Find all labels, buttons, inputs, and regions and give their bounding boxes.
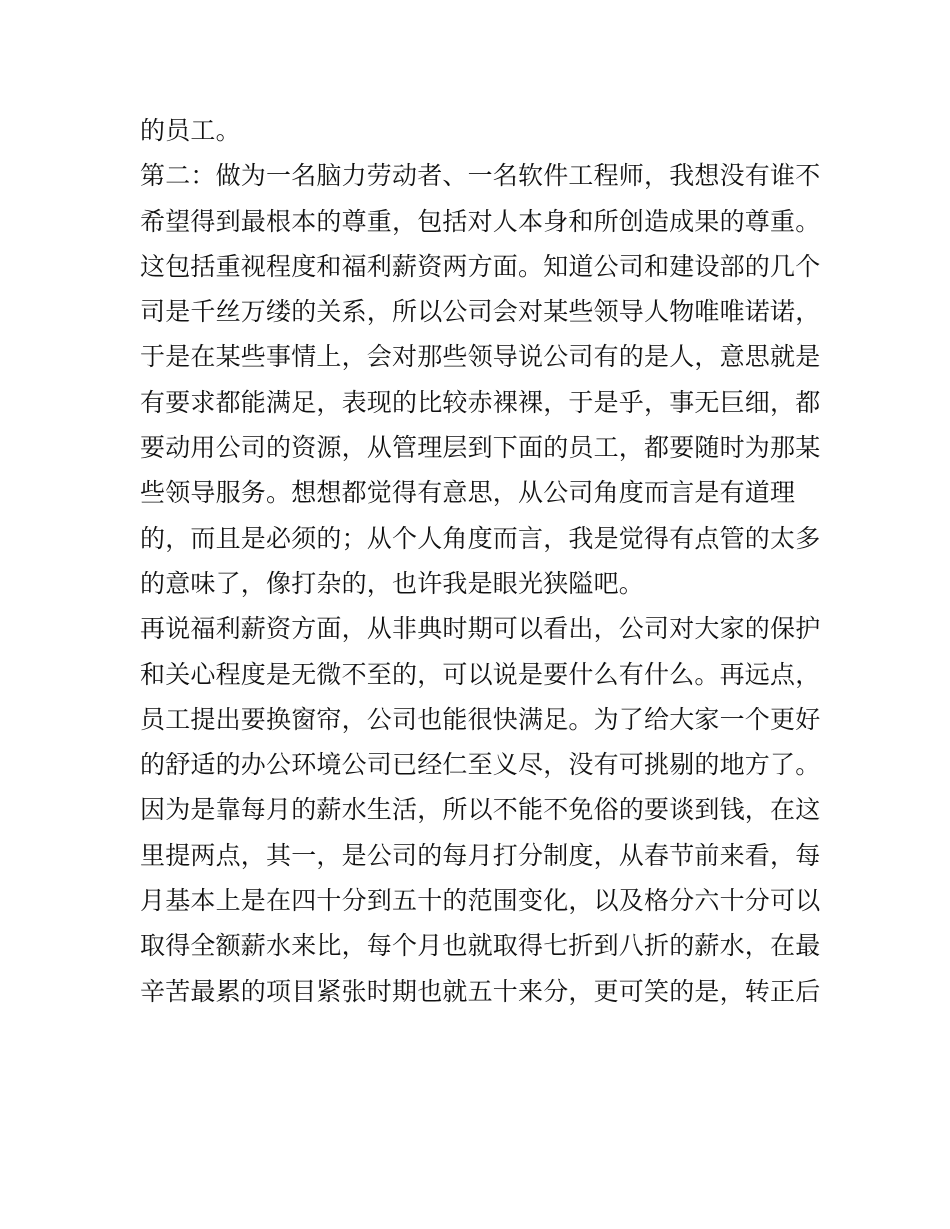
text-line: 希望得到最根本的尊重，包括对人本身和所创造成果的尊重。 <box>140 206 820 236</box>
text-line: 于是在某些事情上，会对那些领导说公司有的是人，意思就是 <box>140 342 820 372</box>
text-line: 再说福利薪资方面，从非典时期可以看出，公司对大家的保护 <box>140 614 820 644</box>
text-line: 和关心程度是无微不至的，可以说是要什么有什么。再远点， <box>140 659 820 689</box>
text-line: 取得全额薪水来比，每个月也就取得七折到八折的薪水，在最 <box>140 931 820 961</box>
text-line: 因为是靠每月的薪水生活，所以不能不免俗的要谈到钱，在这 <box>140 795 820 825</box>
text-line: 员工提出要换窗帘，公司也能很快满足。为了给大家一个更好 <box>140 704 820 734</box>
text-line: 的舒适的办公环境公司已经仁至义尽，没有可挑剔的地方了。 <box>140 750 820 780</box>
text-line: 有要求都能满足，表现的比较赤裸裸，于是乎，事无巨细，都 <box>140 387 820 417</box>
text-line: 里提两点，其一，是公司的每月打分制度，从春节前来看，每 <box>140 840 820 870</box>
text-line: 的意味了，像打杂的，也许我是眼光狭隘吧。 <box>140 568 645 598</box>
text-line: 辛苦最累的项目紧张时期也就五十来分，更可笑的是，转正后 <box>140 976 820 1006</box>
text-line: 司是千丝万缕的关系，所以公司会对某些领导人物唯唯诺诺， <box>140 297 820 327</box>
text-line: 这包括重视程度和福利薪资两方面。知道公司和建设部的几个 <box>140 251 820 281</box>
text-line: 的，而且是必须的；从个人角度而言，我是觉得有点管的太多 <box>140 523 820 553</box>
text-line: 第二：做为一名脑力劳动者、一名软件工程师，我想没有谁不 <box>140 161 820 191</box>
text-line: 月基本上是在四十分到五十的范围变化，以及格分六十分可以 <box>140 886 820 916</box>
body-text <box>140 108 820 1014</box>
text-line: 的员工。 <box>140 116 241 145</box>
text-line: 要动用公司的资源，从管理层到下面的员工，都要随时为那某 <box>140 433 820 463</box>
text-line: 些领导服务。想想都觉得有意思，从公司角度而言是有道理 <box>140 478 796 508</box>
